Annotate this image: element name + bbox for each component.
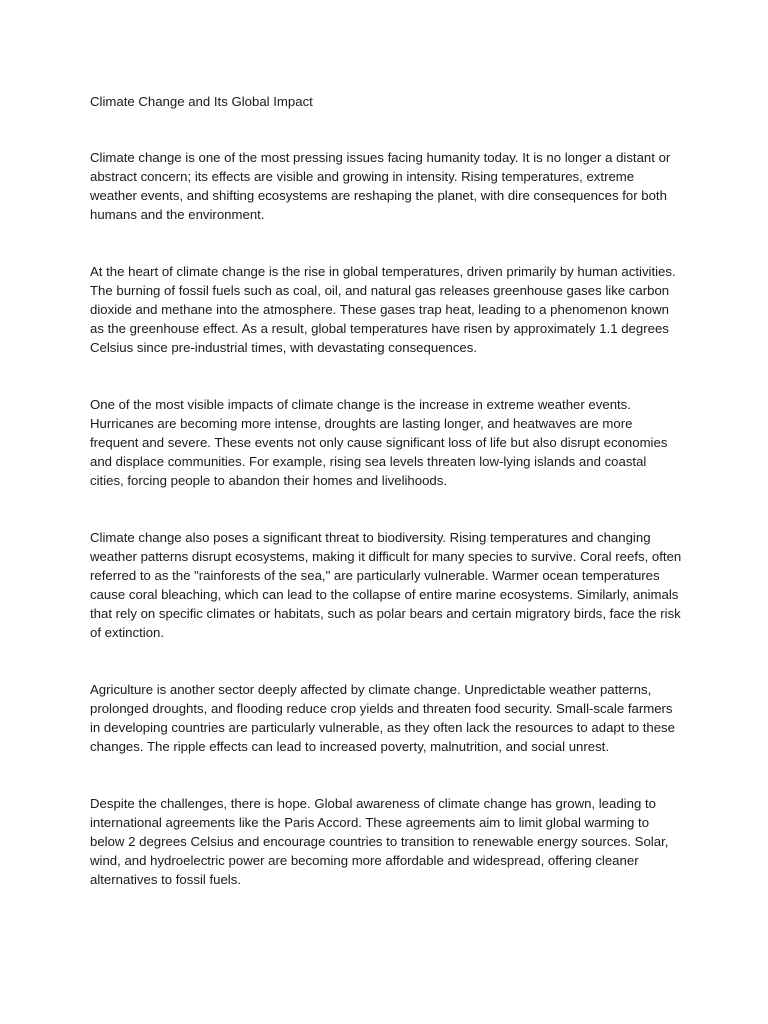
paragraph-hope: Despite the challenges, there is hope. Global awareness of climate change has grown, leading to international agreements like the Paris Accord. These agreements aim to limit global warming to below 2 degrees Celsius and encourage countries to transition to renewable energy sources. Solar, wind, and hydroelectric power are becoming more affordable and widespread, offering cleaner alternatives to fossil fuels. [90, 796, 669, 887]
paragraph-agriculture: Agriculture is another sector deeply affected by climate change. Unpredictable weather patterns, prolonged droughts, and flooding reduce crop yields and threaten food security. Small-scale farmers in developing countries are particularly vulnerable, as they often lack the resources to adapt to these changes. The ripple effects can lead to increased poverty, malnutrition, and social unrest. [90, 682, 675, 754]
document-body [90, 92, 682, 927]
paragraph-global-temperatures: At the heart of climate change is the rise in global temperatures, driven primarily by human activities. The burning of fossil fuels such as coal, oil, and natural gas releases greenhouse gases like carbon dioxide and methane into the atmosphere. These gases trap heat, leading to a phenomenon known as the greenhouse effect. As a result, global temperatures have risen by approximately 1.1 degrees Celsius since pre-industrial times, with devastating consequences. [90, 264, 676, 355]
paragraph-extreme-weather: One of the most visible impacts of climate change is the increase in extreme weather events. Hurricanes are becoming more intense, droughts are lasting longer, and heatwaves are more frequent and severe. These events not only cause significant loss of life but also disrupt economies and displace communities. For example, rising sea levels threaten low-lying islands and coastal cities, forcing people to abandon their homes and livelihoods. [90, 397, 668, 488]
paragraph-intro: Climate change is one of the most pressing issues facing humanity today. It is no longer a distant or abstract concern; its effects are visible and growing in intensity. Rising temperatures, extreme weather events, and shifting ecosystems are reshaping the planet, with dire consequences for both humans and the environment. [90, 150, 671, 222]
paragraph-biodiversity: Climate change also poses a significant threat to biodiversity. Rising temperatures and changing weather patterns disrupt ecosystems, making it difficult for many species to survive. Coral reefs, often referred to as the "rainforests of the sea," are particularly vulnerable. Warmer ocean temperatures cause coral bleaching, which can lead to the collapse of entire marine ecosystems. Similarly, animals that rely on specific climates or habitats, such as polar bears and certain migratory birds, face the risk of extinction. [90, 530, 682, 640]
document-title: Climate Change and Its Global Impact [90, 94, 313, 109]
